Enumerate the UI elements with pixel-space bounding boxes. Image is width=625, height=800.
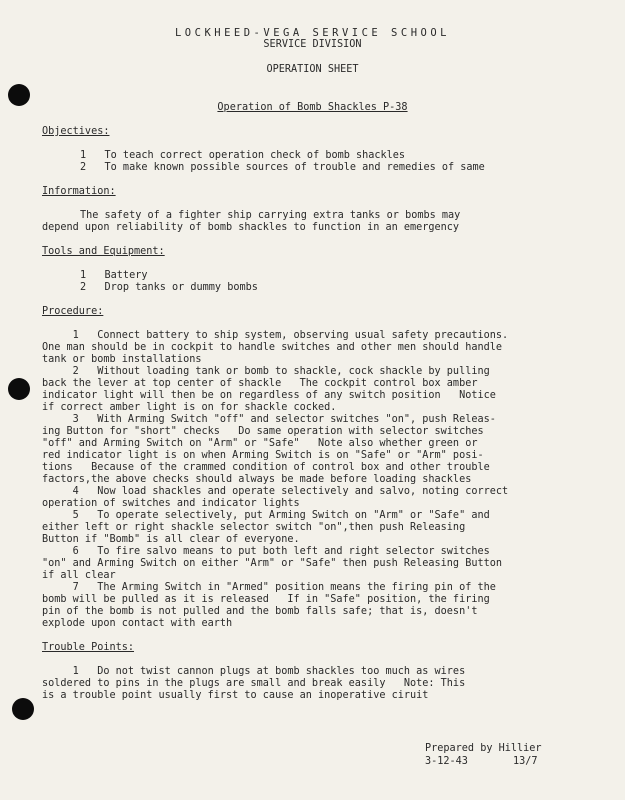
procedure-line: either left or right shackle selector switch "on",then push Releasing — [42, 522, 466, 533]
procedure-line: operation of switches and indicator lights — [42, 498, 300, 509]
prepared-date: 3-12-43 — [425, 756, 468, 767]
procedure-line: tank or bomb installations — [42, 354, 202, 365]
procedure-line: back the lever at top center of shackle The cockpit control box amber — [42, 378, 478, 389]
procedure-line: "off" and Arming Switch on "Arm" or "Safe" Note also whether green or — [42, 438, 478, 449]
procedure-line: 2 Without loading tank or bomb to shackle, cock shackle by pulling — [42, 366, 490, 377]
procedure-line: ing Button for "short" checks Do same operation with selector switches — [42, 426, 484, 437]
procedure-line: bomb will be pulled as it is released If in "Safe" position, the firing — [42, 594, 490, 605]
procedure-heading: Procedure: — [42, 306, 104, 317]
trouble-points-line: 1 Do not twist cannon plugs at bomb shackles too much as wires — [42, 666, 466, 677]
procedure-line: 4 Now load shackles and operate selectively and salvo, noting correct — [42, 486, 509, 497]
tools-item: 2 Drop tanks or dummy bombs — [80, 282, 258, 293]
trouble-points-heading: Trouble Points: — [42, 642, 135, 653]
prepared-by: Prepared by Hillier — [425, 743, 542, 754]
procedure-line: factors,the above checks should always be made before loading shackles — [42, 474, 472, 485]
objective-item: 1 To teach correct operation check of bomb shackles — [80, 150, 406, 161]
division-title: SERVICE DIVISION — [263, 39, 362, 50]
procedure-line: 5 To operate selectively, put Arming Switch on "Arm" or "Safe" and — [42, 510, 490, 521]
procedure-line: 7 The Arming Switch in "Armed" position means the firing pin of the — [42, 582, 496, 593]
objectives-heading: Objectives: — [42, 126, 110, 137]
tools-heading: Tools and Equipment: — [42, 246, 165, 257]
trouble-points-line: is a trouble point usually first to cause an inoperative ciruit — [42, 690, 429, 701]
information-line: depend upon reliability of bomb shackles to function in an emergency — [42, 222, 460, 233]
information-line: The safety of a fighter ship carrying extra tanks or bombs may — [80, 210, 461, 221]
sheet-reference: 13/7 — [513, 756, 538, 767]
trouble-points-line: soldered to pins in the plugs are small and break easily Note: This — [42, 678, 466, 689]
tools-item: 1 Battery — [80, 270, 148, 281]
procedure-line: indicator light will then be on regardless of any switch position Notice — [42, 390, 496, 401]
procedure-line: Button if "Bomb" is all clear of everyone. — [42, 534, 300, 545]
procedure-line: explode upon contact with earth — [42, 618, 233, 629]
objective-item: 2 To make known possible sources of trouble and remedies of same — [80, 162, 485, 173]
binder-hole-middle — [8, 378, 30, 400]
procedure-line: pin of the bomb is not pulled and the bomb falls safe; that is, doesn't — [42, 606, 478, 617]
procedure-line: One man should be in cockpit to handle switches and other men should handle — [42, 342, 503, 353]
procedure-line: 3 With Arming Switch "off" and selector switches "on", push Releas- — [42, 414, 496, 425]
sheet-type-title: OPERATION SHEET — [266, 64, 359, 75]
binder-hole-bottom — [12, 698, 34, 720]
procedure-line: 6 To fire salvo means to put both left and right selector switches — [42, 546, 490, 557]
school-title: LOCKHEED-VEGA SERVICE SCHOOL — [174, 27, 450, 39]
procedure-line: if correct amber light is on for shackle cocked. — [42, 402, 337, 413]
procedure-line: "on" and Arming Switch on either "Arm" or "Safe" then push Releasing Button — [42, 558, 503, 569]
information-heading: Information: — [42, 186, 116, 197]
subject-title: Operation of Bomb Shackles P-38 — [217, 102, 408, 113]
procedure-line: 1 Connect battery to ship system, observing usual safety precautions. — [42, 330, 509, 341]
procedure-line: if all clear — [42, 570, 116, 581]
procedure-line: red indicator light is on when Arming Switch is on "Safe" or "Arm" posi- — [42, 450, 484, 461]
procedure-line: tions Because of the crammed condition of control box and other trouble — [42, 462, 490, 473]
